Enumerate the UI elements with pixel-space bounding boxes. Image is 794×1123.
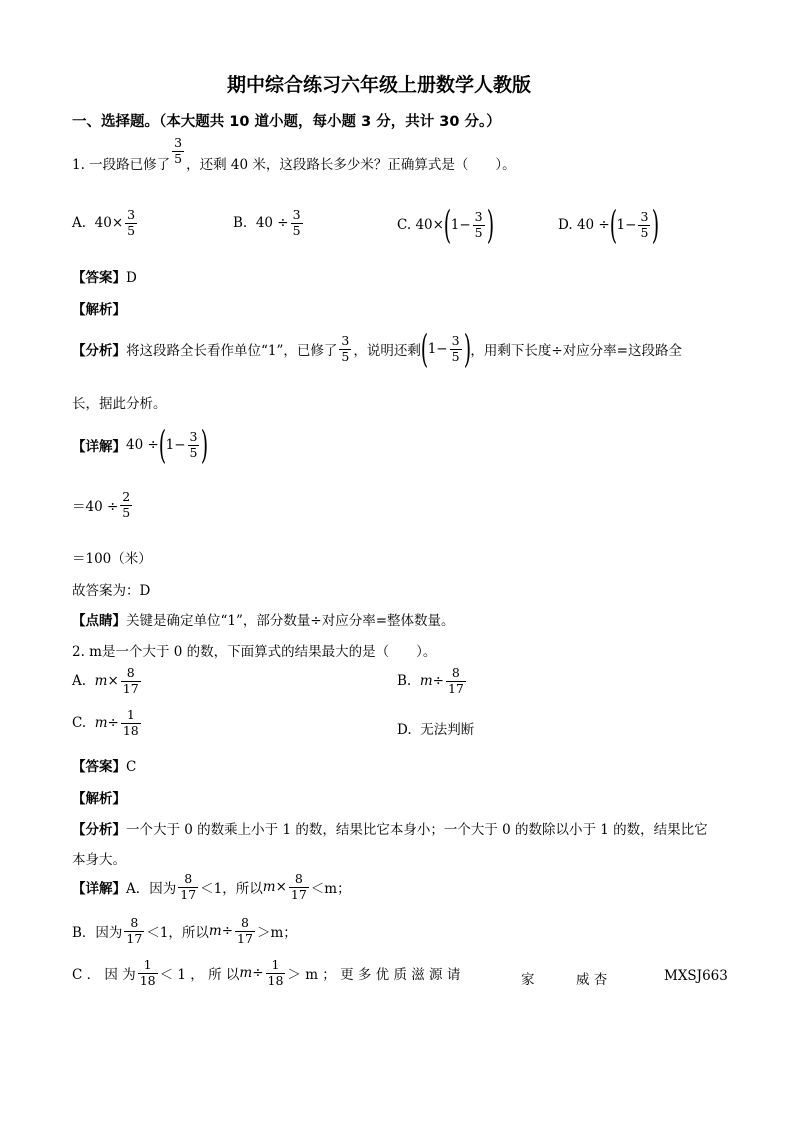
q2-fenxi-cont: 本身大。 [72,852,126,868]
line-text: B．因为 [72,925,123,941]
option-fraction: $\frac{3}{5}$ [474,209,483,240]
dianjing-tag: 【点睛】 [72,613,126,629]
option-text: 无法判断 [420,722,475,738]
line-text: ＞ m ； 更 多 优 质 滋 源 请 [287,967,461,983]
q2-fenxi [72,818,708,838]
answer-tag: 【答案】 [72,759,126,775]
q1-answer [72,266,137,286]
watermark-text-3: MXSJ663 [664,968,728,984]
frac-den: 5 [174,150,183,166]
xiangjie-tag: 【详解】 [72,881,126,897]
q1-fenxi-cont: 长，据此分析。 [72,396,167,412]
watermark-text-1: 家 [521,972,535,988]
q2-option-c [72,708,143,738]
line-text: ＜1，所以 [200,881,263,897]
option-expr: 40× [415,217,444,233]
page-title: 期中综合练习六年级上册数学人教版 [227,74,532,96]
one-minus: 1− [616,217,637,233]
answer-value: C [126,759,137,775]
option-var: m [94,673,108,689]
q1-step2 [72,490,134,520]
q2-xiangjie-c: C ． 因 为 $\frac{1}{18}$ ＜ 1 ， 所 以 m ÷ $\frac{1}{18}$ ＞ m ； 更 多 优 质 滋 源 请 [72,957,461,988]
option-label: D. [558,217,573,233]
option-label: C. [72,715,87,731]
frac-num: 3 [174,135,183,150]
q1-xiangjie: 【详解】 40 ÷ ( 1− $\frac{3}{5}$ ) [72,423,209,467]
q1-option-a [72,208,139,238]
option-var: m [94,715,108,731]
q1-option-b [233,208,305,238]
dianjing-text: 关键是确定单位“1”，部分数量÷对应分率=整体数量。 [126,613,455,629]
line-text: ＞m； [256,925,297,941]
q2-xiangjie-a: 【详解】 A．因为 $\frac{8}{17}$ ＜1，所以 m × $\frac{8}{17}$ ＜m； [72,871,351,902]
option-fraction: $\frac{3}{5}$ [640,209,649,240]
q1-stem-fraction [172,136,184,166]
option-label: D. [397,722,412,738]
xiangjie-expr: 40 ÷ [126,437,159,453]
fenxi-text: 将这段路全长看作单位“1”，已修了 [126,343,338,359]
q2-analysis-tag: 【解析】 [72,791,126,807]
q2-option-a [72,666,143,696]
xiangjie-tag: 【详解】 [72,439,126,455]
fenxi-tag: 【分析】 [72,822,126,838]
fenxi-fraction: $\frac{3}{5}$ [341,333,350,364]
answer-tag: 【答案】 [72,270,126,286]
q1-stem-pre: 1. 一段路已修了 [72,157,171,173]
line-text: ＜1，所以 [146,925,209,941]
option-label: A. [72,673,87,689]
q1-stem-post: ，还剩 40 米，这段路长多少米？正确算式是（ ）。 [186,157,516,173]
fenxi-tag: 【分析】 [72,343,126,359]
fenxi-text: ，说明还剩 [353,343,421,359]
line-text: C ． 因 为 [72,967,136,983]
q2-stem: 2. m是一个大于 0 的数，下面算式的结果最大的是（ ）。 [72,644,437,660]
one-minus: 1− [450,217,471,233]
line-text: ＜ 1 ， 所 以 [159,967,240,983]
q2-option-d [397,718,474,738]
q1-option-c: C. 40× ( 1− $\frac{3}{5}$ ) [397,203,494,247]
q1-fenxi: 【分析】 将这段路全长看作单位“1”，已修了 $\frac{3}{5}$ ，说明还剩 ( 1− $\frac{3}{5}$ ) ，用剩下长度÷对应分率=这段路全 [72,327,682,371]
step-text: ＝40 ÷ [72,499,119,515]
section-heading: 一、选择题。（本大题共 10 道小题，每小题 3 分，共计 30 分。） [72,114,501,130]
option-fraction: $\frac{8}{17}$ [447,665,464,696]
option-expr: 40 ÷ [255,215,289,231]
fenxi-text: ，用剩下长度÷对应分率=这段路全 [470,343,682,359]
option-fraction: $\frac{8}{17}$ [122,665,139,696]
option-fraction: $\frac{1}{18}$ [122,707,139,738]
q2-xiangjie-b: B．因为 $\frac{8}{17}$ ＜1，所以 m ÷ $\frac{8}{17}$ ＞m； [72,915,297,946]
q2-answer [72,755,136,775]
q1-stem [72,135,516,178]
option-expr: 40 ÷ [576,217,610,233]
step-fraction: $\frac{2}{5}$ [122,489,131,520]
option-expr: 40× [94,215,124,231]
line-text: A．因为 [126,881,177,897]
q2-option-b [397,666,468,696]
answer-value: D [126,270,137,286]
q1-step3: ＝100（米） [72,551,152,567]
line-text: ＜m； [310,881,351,897]
option-op: ÷ [432,673,444,689]
option-var: m [419,673,433,689]
option-fraction: $\frac{3}{5}$ [127,207,136,238]
option-fraction: $\frac{3}{5}$ [292,207,301,238]
fenxi-text: 一个大于 0 的数乘上小于 1 的数，结果比它本身小；一个大于 0 的数除以小于 1 的数，结果比它 [126,822,708,838]
q1-analysis-tag: 【解析】 [72,302,126,318]
option-label: B. [233,215,248,231]
watermark-text-2: 威 杏 [576,972,608,988]
option-label: C. [397,217,412,233]
option-op: ÷ [107,715,119,731]
option-label: B. [397,673,412,689]
option-op: × [107,673,119,689]
q1-option-d: D. 40 ÷ ( 1− $\frac{3}{5}$ ) [558,203,660,247]
option-label: A. [72,215,87,231]
q1-dianjing [72,609,455,629]
q1-conclusion: 故答案为：D [72,583,151,599]
